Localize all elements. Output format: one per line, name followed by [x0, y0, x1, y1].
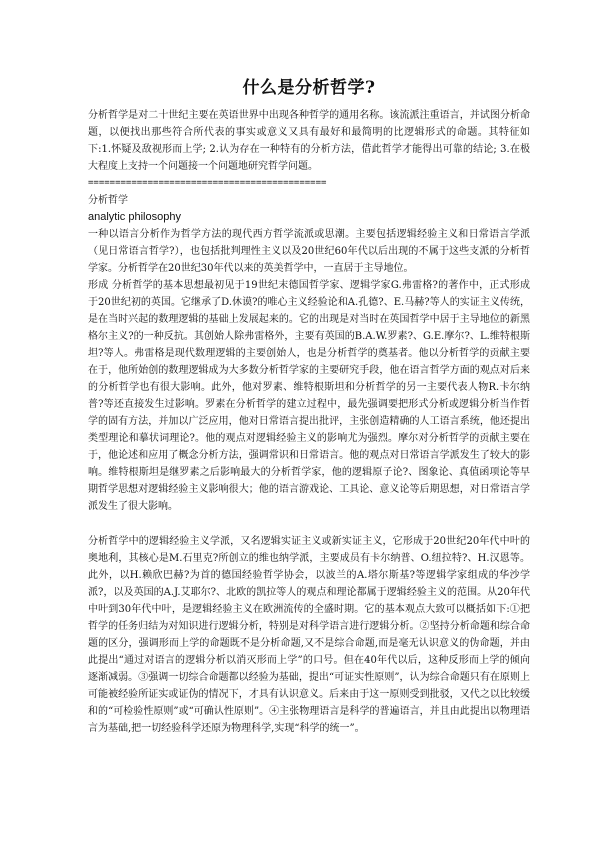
section-heading: 分析哲学	[88, 195, 128, 206]
divider-line: ============================================	[88, 178, 327, 188]
section-heading-english: analytic philosophy	[88, 211, 181, 223]
formation-paragraph: 形成 分析哲学的基本思想最初见于19世纪末德国哲学家、逻辑学家G.弗雷格?的著作中，正式形成于20世纪初的英国。它继承了D.休谟?的唯心主义经验论和A.孔德?、E.马赫?等人的实证主义传统，是在当时兴起的数理逻辑的基础上发展起来的。它的出现是对当时在英国哲学中居于主导地位的新黑格尔主义?的一种反抗。其创始人除弗雷格外，主要有英国的B.A.W.罗素?、G.E.摩尔?、L.维特根斯坦?等人。弗雷格是现代数理逻辑的主要创始人，也是分析哲学的奠基者。他以分析哲学的贡献主要在于，他所始创的数理逻辑成为大多数分析哲学家的主要研究手段，他在语言哲学方面的观点对后来的分析哲学也有很大影响。此外，他对罗素、维特根斯坦和分析哲学的另一主要代表人物R.卡尔纳普?等还直接发生过影响。罗素在分析哲学的建立过程中，最先强调要把形式分析或逻辑分析当作哲学的固有方法，并加以广泛应用，他对日常语言提出批评，主张创造精确的人工语言系统，他还提出类型理论和摹状词理论?。他的观点对逻辑经验主义的影响尤为强烈。摩尔对分析哲学的贡献主要在于，他论述和应用了概念分析方法，强调常识和日常语言。他的观点对日常语言学派发生了较大的影响。维特根斯坦是继罗素之后影响最大的分析哲学家，他的逻辑原子论?、图象论、真值函项论等早期哲学思想对逻辑经验主义影响很大；他的语言游戏论、工具论、意义论等后期思想，对日常语言学派发生了很大影响。	[88, 280, 530, 512]
page-title: 什么是分析哲学?	[242, 78, 376, 98]
intro-paragraph: 分析哲学是对二十世纪主要在英语世界中出现各种哲学的通用名称。该流派注重语言，并试图分析命题，以便找出那些符合所代表的事实或意义又具有最好和最简明的比逻辑形式的命题。其特征如下:1.怀疑及敌视形而上学; 2.认为存在一种特有的分析方法，借此哲学才能得出可靠的结论; 3.在极大程度上支持一个问题接一个问题地研究哲学问题。	[88, 110, 530, 172]
definition-paragraph: 一种以语言分析作为哲学方法的现代西方哲学流派或思潮。主要包括逻辑经验主义和日常语言学派（见日常语言哲学?），也包括批判理性主义以及20世纪60年代以后出现的不属于这些支派的分析哲学家。分析哲学在20世纪30年代以来的英美哲学中，一直居于主导地位。	[88, 229, 530, 274]
logical-empiricism-paragraph: 分析哲学中的逻辑经验主义学派，又名逻辑实证主义或新实证主义，它形成于20世纪20年代中叶的奥地利，其核心是M.石里克?所创立的维也纳学派，主要成员有卡尔纳普、O.纽拉特?、H.汉恩等。此外，以H.赖欣巴赫?为首的德国经验哲学协会，以波兰的A.塔尔斯基?等逻辑学家组成的华沙学派?，以及英国的A.J.艾耶尔?、北欧的凯拉等人的观点和理论都属于逻辑经验主义的范围。从20年代中叶到30年代中叶，是逻辑经验主义在欧洲流传的全盛时期。它的基本观点大致可以概括如下:①把哲学的任务归结为对知识进行逻辑分析，特别是对科学语言进行逻辑分析。②坚持分析命题和综合命题的区分，强调形而上学的命题既不是分析命题,又不是综合命题,而是毫无认识意义的伪命题，并由此提出“通过对语言的逻辑分析以消灭形而上学”的口号。但在40年代以后，这种反形而上学的倾向逐渐减弱。③强调一切综合命题都以经验为基础，提出“可证实性原则”，认为综合命题只有在原则上可能被经验所证实或证伪的情况下，才具有认识意义。后来由于这一原则受到批驳，又代之以比较缓和的“可检验性原则”或“可确认性原则”。④主张物理语言是科学的普遍语言，并且由此提出以物理语言为基础,把一切经验科学还原为物理科学,实现“科学的统一”。	[88, 536, 530, 734]
paragraph-gap	[88, 515, 530, 533]
